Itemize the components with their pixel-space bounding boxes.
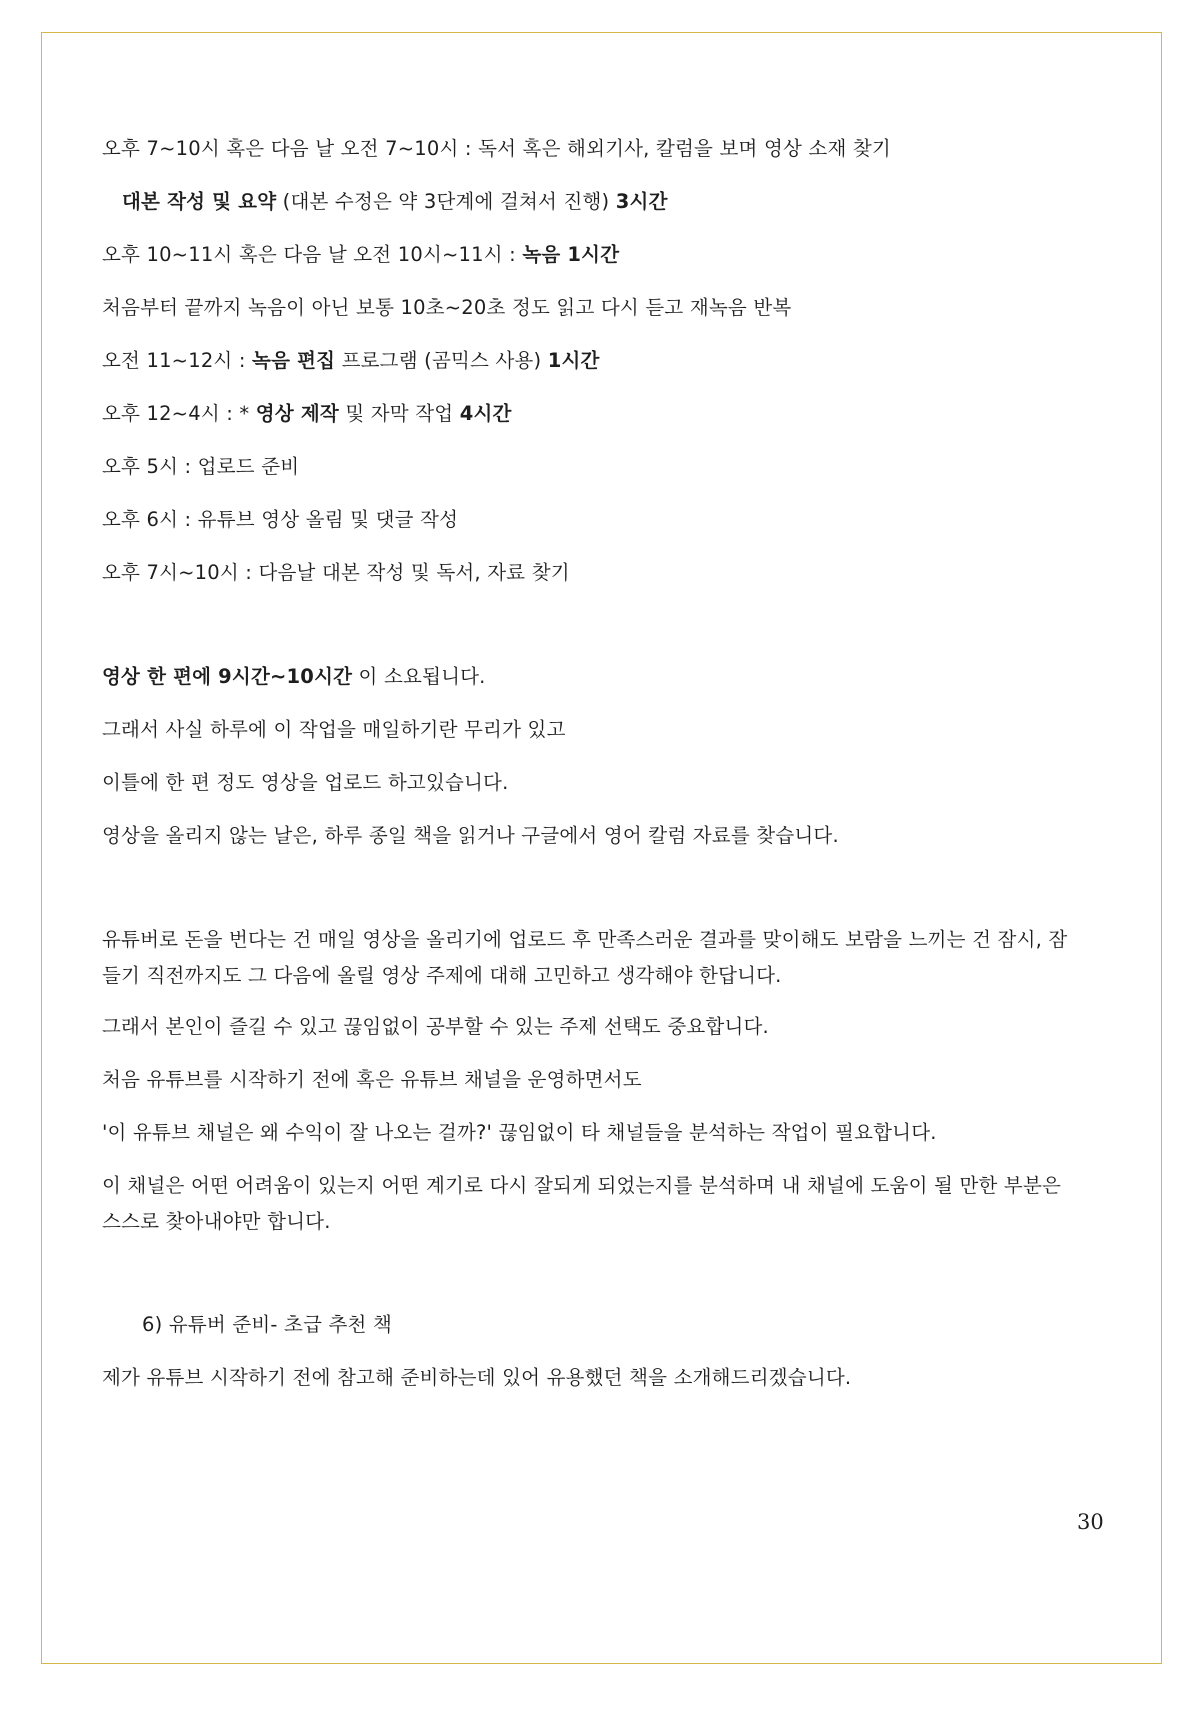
page-number: 30 [1077, 1510, 1104, 1534]
paragraph-line [102, 1115, 937, 1151]
line-text: 오후 12~4시 : * [102, 402, 256, 425]
line-text: 오후 10~11시 혹은 다음 날 오전 10시~11시 : [102, 243, 523, 266]
paragraph-line [102, 1360, 851, 1396]
line-text: 오후 7~10시 혹은 다음 날 오전 7~10시 : 독서 혹은 해외기사, 칼럼을 보며 영상 소재 찾기 [102, 137, 891, 160]
line-text: 및 자막 작업 [338, 402, 460, 425]
schedule-line-recording [102, 237, 619, 273]
schedule-line-editing [102, 343, 600, 379]
line-text: 처음 유튜브를 시작하기 전에 혹은 유튜브 채널을 운영하면서도 [102, 1068, 642, 1091]
line-text: 유튜버로 돈을 번다는 건 매일 영상을 올리기에 업로드 후 만족스러운 결과를 맞이해도 보람을 느끼는 건 잠시, 잠들기 직전까지도 그 다음에 올릴 영상 주제에 대해 고민하고 생각해야 한답니다. [102, 928, 1068, 987]
paragraph-line [102, 1009, 769, 1045]
schedule-line-production [102, 396, 512, 432]
line-text: 이 채널은 어떤 어려움이 있는지 어떤 계기로 다시 잘되게 되었는지를 분석하며 내 채널에 도움이 될 만한 부분은 스스로 찾아내야만 합니다. [102, 1174, 1062, 1233]
line-text: 오후 5시 : 업로드 준비 [102, 455, 300, 478]
line-bold-text: 3시간 [615, 190, 668, 213]
line-text: (대본 수정은 약 3단계에 걸쳐서 진행) [276, 190, 616, 213]
line-text: 제가 유튜브 시작하기 전에 참고해 준비하는데 있어 유용했던 책을 소개해드리겠습니다. [102, 1366, 852, 1389]
line-text: 오후 7시~10시 : 다음날 대본 작성 및 독서, 자료 찾기 [102, 561, 570, 584]
line-text: 그래서 본인이 즐길 수 있고 끊임없이 공부할 수 있는 주제 선택도 중요합니다. [102, 1015, 769, 1038]
line-text: 오후 6시 : 유튜브 영상 올림 및 댓글 작성 [102, 508, 459, 531]
line-text: 오전 11~12시 : [102, 349, 253, 372]
line-text: 이틀에 한 편 정도 영상을 업로드 하고있습니다. [102, 771, 509, 794]
schedule-line-upload [102, 502, 458, 538]
schedule-line-next-day [102, 555, 570, 591]
line-text: 프로그램 (곰믹스 사용) [335, 349, 548, 372]
schedule-line-script [122, 184, 668, 220]
line-bold-text: 영상 한 편에 9시간~10시간 [102, 665, 353, 688]
paragraph-line [102, 1062, 642, 1098]
paragraph-line [102, 765, 509, 801]
paragraph-line [102, 818, 839, 854]
paragraph-line [102, 712, 566, 748]
line-text: 그래서 사실 하루에 이 작업을 매일하기란 무리가 있고 [102, 718, 566, 741]
paragraph-wrapped [102, 922, 1077, 994]
line-bold-text: 영상 제작 [255, 402, 339, 425]
section-heading [142, 1307, 392, 1343]
line-bold-text: 녹음 편집 [252, 349, 336, 372]
line-text: 이 소요됩니다. [352, 665, 486, 688]
line-bold-text: 대본 작성 및 요약 [122, 190, 277, 213]
line-bold-text: 4시간 [459, 402, 512, 425]
line-text: 처음부터 끝까지 녹음이 아닌 보통 10초~20초 정도 읽고 다시 듣고 재녹음 반복 [102, 296, 792, 319]
schedule-line-upload-prep [102, 449, 299, 485]
paragraph-wrapped [102, 1168, 1077, 1240]
schedule-line-reading [102, 131, 891, 167]
schedule-line-rerecord [102, 290, 791, 326]
line-bold-text: 녹음 1시간 [522, 243, 620, 266]
line-text: 영상을 올리지 않는 날은, 하루 종일 책을 읽거나 구글에서 영어 칼럼 자료를 찾습니다. [102, 824, 839, 847]
line-bold-text: 1시간 [547, 349, 600, 372]
line-text: '이 유튜브 채널은 왜 수익이 잘 나오는 걸까?' 끊임없이 타 채널들을 분석하는 작업이 필요합니다. [102, 1121, 937, 1144]
heading-text: 6) 유튜버 준비- 초급 추천 책 [142, 1313, 393, 1336]
paragraph-total-time [102, 659, 486, 695]
